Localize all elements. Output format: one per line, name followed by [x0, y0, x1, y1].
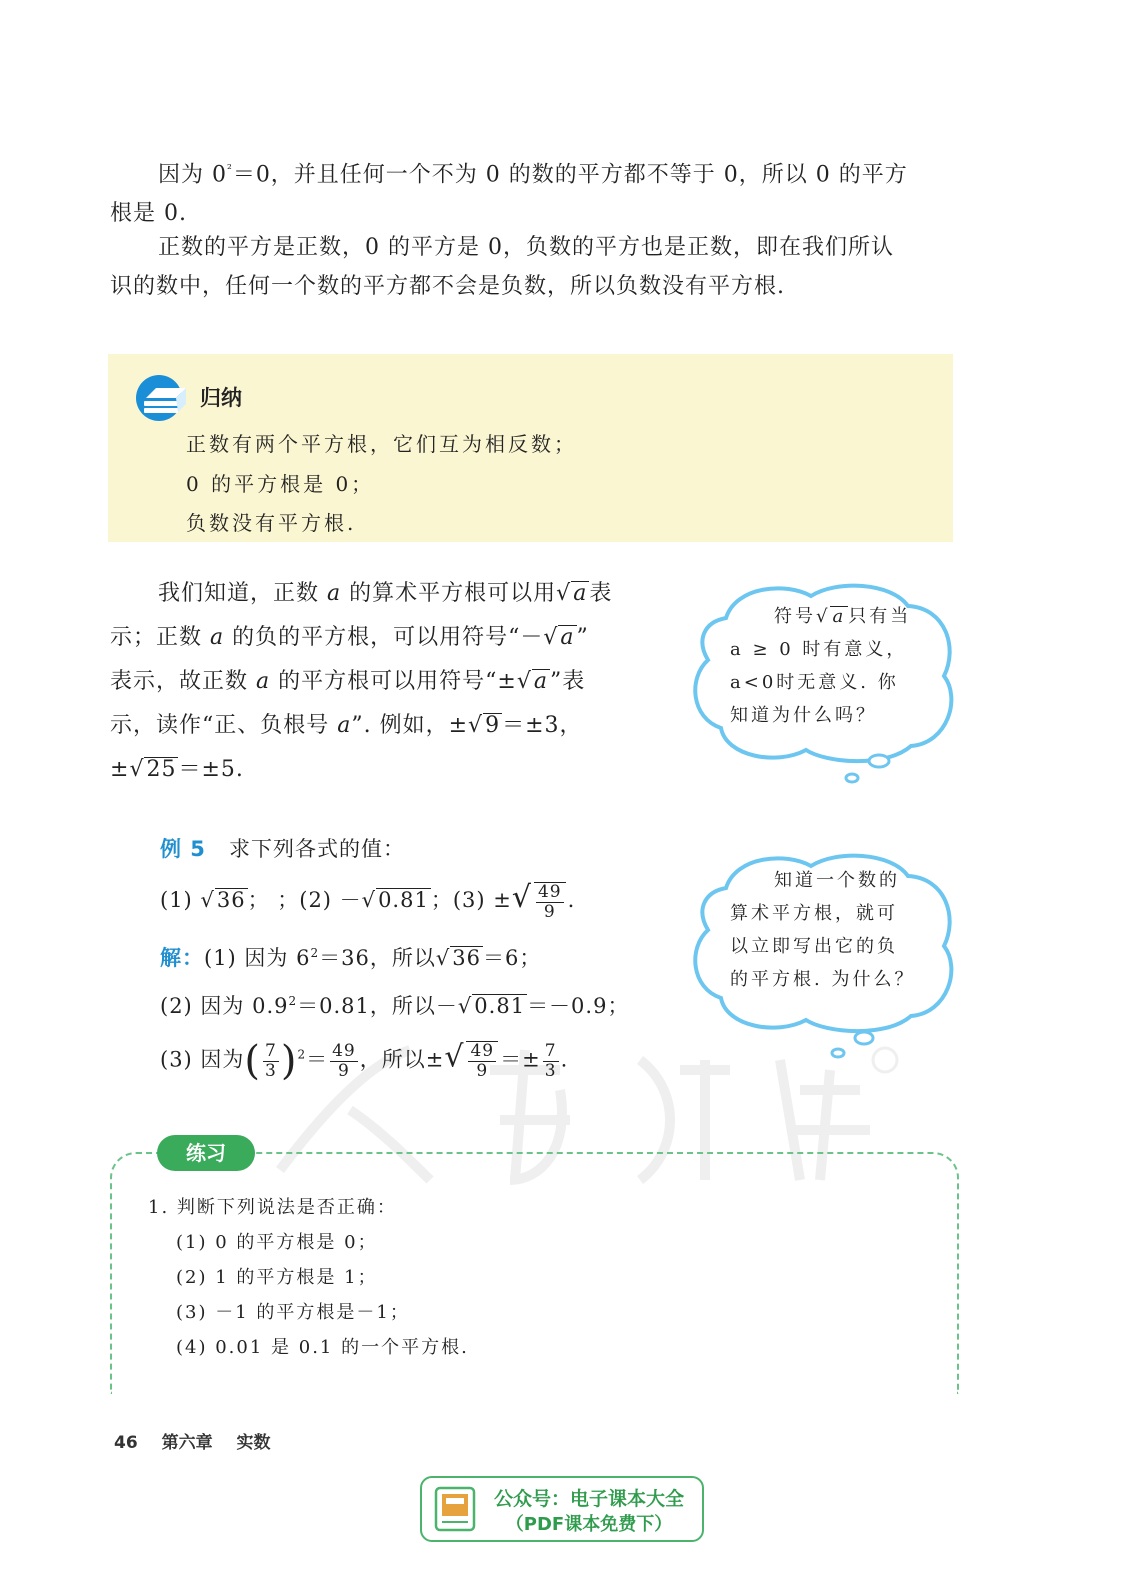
- books-icon: [132, 374, 190, 422]
- practice-item: (2) 1 的平方根是 1；: [176, 1267, 378, 1288]
- paragraph-negative-no-root: 正数的平方是正数，0 的平方是 0，负数的平方也是正数，即在我们所认 识的数中，任何一个数的平方都不会是负数，所以负数没有平方根.: [110, 235, 894, 299]
- chapter-title: 实数: [236, 1433, 271, 1453]
- practice-item: (1) 0 的平方根是 0；: [176, 1232, 378, 1253]
- banner-line-1: 公众号：电子课本大全: [493, 1488, 684, 1510]
- paragraph-zero-square-root: 因为 $0^{^2}=0$，并且任何一个不为 0 的数的平方都不等于 0，所以 0 的平方 根是 0.: [110, 162, 908, 227]
- practice-question: 1. 判断下列说法是否正确：: [148, 1197, 397, 1218]
- page-number: 46: [114, 1433, 138, 1453]
- cloud-note-negative-root: 知道一个数的 算术平方根，就可 以立即写出它的负 的平方根. 为什么？: [730, 870, 916, 990]
- chapter-label: 第六章: [161, 1433, 213, 1453]
- solution-line-3: (3) 因为( $\frac{7}{3}$ )$^2$＝ $\frac{49}{9}$ ，所以±√ $\frac{49}{9}$ ＝± $\frac{7}{3}$ .: [160, 1038, 569, 1084]
- example-questions: (1) √36； ；(2) －√0.81；(3) ±√ $\frac{49}{9}$ .: [160, 880, 576, 922]
- practice-item: (4) 0.01 是 0.1 的一个平方根.: [176, 1337, 469, 1358]
- paragraph-root-notation: 我们知道，正数 a 的算术平方根可以用√a表 示；正数 a 的负的平方根，可以用符号“－√a” 表示，故正数 a 的平方根可以用符号“±√a”表 示，读作“正、负根号 a”. 例如，±√9＝±3， ±√25＝±5.: [110, 581, 613, 782]
- summary-box: [108, 354, 953, 542]
- example-heading: 例 5 求下列各式的值：: [160, 837, 405, 861]
- practice-item: (3) －1 的平方根是－1；: [176, 1302, 410, 1323]
- example-label: 例 5: [160, 837, 206, 861]
- summary-line: 0 的平方根是 0；: [186, 472, 375, 496]
- solution-line-1: 解：(1) 因为 $6^2=36$，所以√36＝6；: [160, 946, 542, 970]
- practice-tab: 练习: [157, 1135, 255, 1171]
- summary-title: 归纳: [200, 386, 242, 410]
- cloud-note-sqrt-domain: 符号√ a 只有当 a ≥ 0 时有意义， a<0时无意义. 你 知道为什么吗？: [730, 606, 912, 726]
- solution-line-2: (2) 因为 $0.9^2=0.81$，所以－√0.81＝－0.9；: [160, 994, 630, 1018]
- solution-label: 解：: [160, 946, 204, 970]
- page-footer: [114, 1428, 289, 1453]
- book-icon: [432, 1484, 478, 1534]
- summary-line: 负数没有平方根.: [186, 511, 357, 535]
- summary-line: 正数有两个平方根，它们互为相反数；: [186, 432, 577, 456]
- promo-banner[interactable]: [420, 1476, 704, 1542]
- banner-line-2: （PDF课本免费下）: [505, 1514, 673, 1535]
